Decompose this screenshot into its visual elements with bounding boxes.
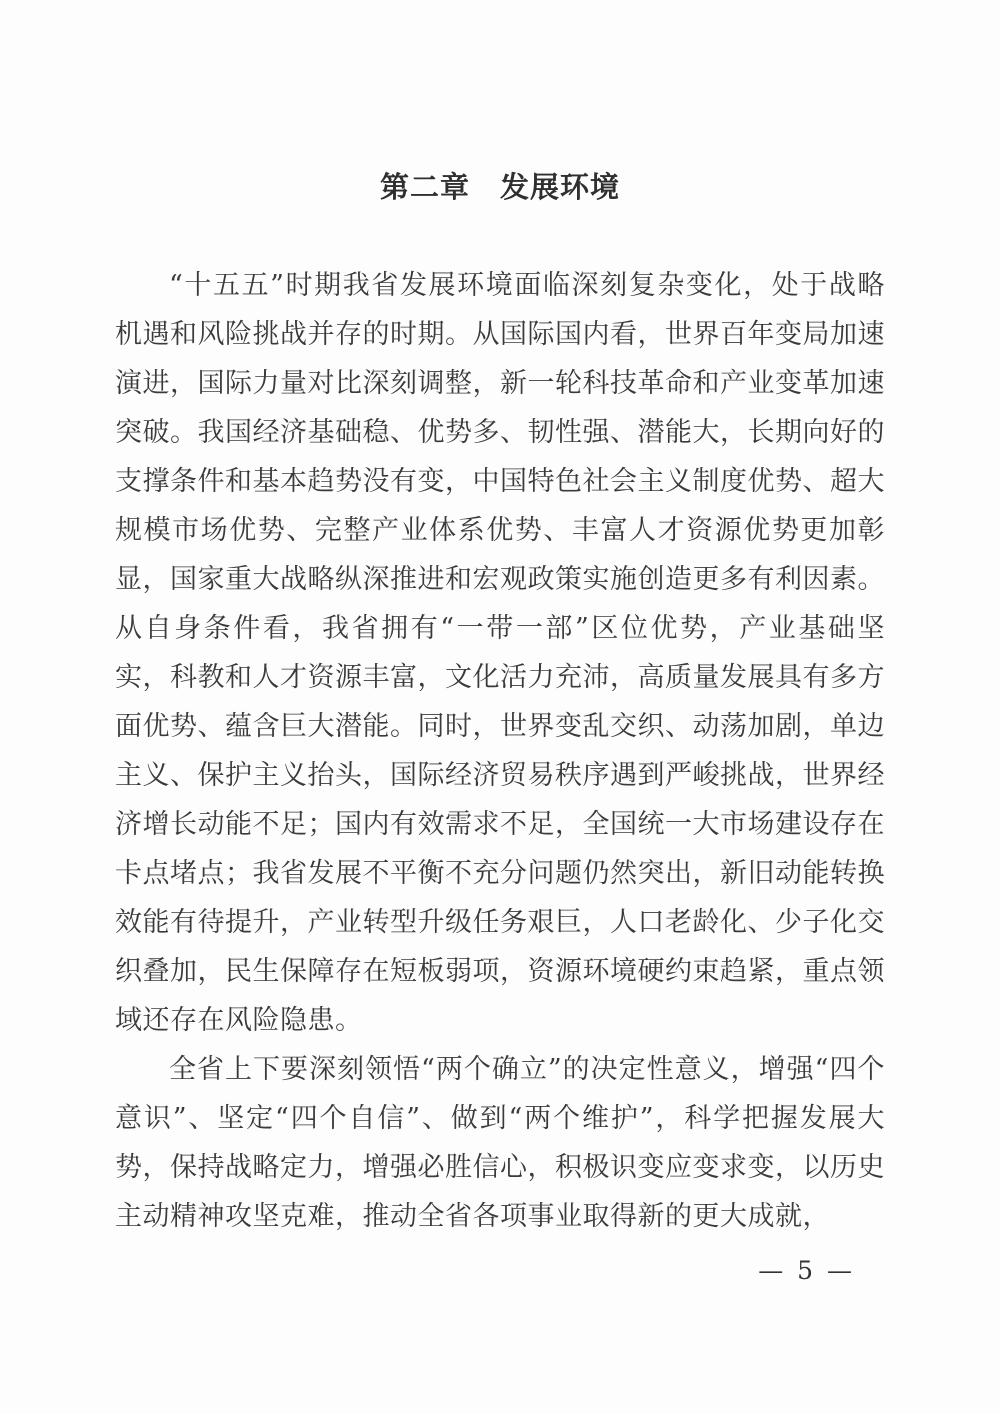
paragraph-1: “十五五”时期我省发展环境面临深刻复杂变化，处于战略机遇和风险挑战并存的时期。从国际国内看，世界百年变局加速演进，国际力量对比深刻调整，新一轮科技革命和产业变革加速突破。我国经济基础稳、优势多、韧性强、潜能大，长期向好的支撑条件和基本趋势没有变，中国特色社会主义制度优势、超大规模市场优势、完整产业体系优势、丰富人才资源优势更加彰显，国家重大战略纵深推进和宏观政策实施创造更多有利因素。从自身条件看，我省拥有“一带一部”区位优势，产业基础坚实，科教和人才资源丰富，文化活力充沛，高质量发展具有多方面优势、蕴含巨大潜能。同时，世界变乱交织、动荡加剧，单边主义、保护主义抬头，国际经济贸易秩序遇到严峻挑战，世界经济增长动能不足；国内有效需求不足，全国统一大市场建设存在卡点堵点；我省发展不平衡不充分问题仍然突出，新旧动能转换效能有待提升，产业转型升级任务艰巨，人口老龄化、少子化交织叠加，民生保障存在短板弱项，资源环境硬约束趋紧，重点领域还存在风险隐患。	[115, 270, 885, 1036]
chapter-title: 第二章 发展环境	[379, 170, 620, 204]
page-number: — 5 —	[758, 1256, 855, 1285]
paragraph-2: 全省上下要深刻领悟“两个确立”的决定性意义，增强“四个意识”、坚定“四个自信”、做到“两个维护”，科学把握发展大势，保持战略定力，增强必胜信心，积极识变应变求变，以历史主动精神攻坚克难，推动全省各项事业取得新的更大成就，	[115, 1054, 885, 1232]
document-body	[115, 261, 885, 1241]
